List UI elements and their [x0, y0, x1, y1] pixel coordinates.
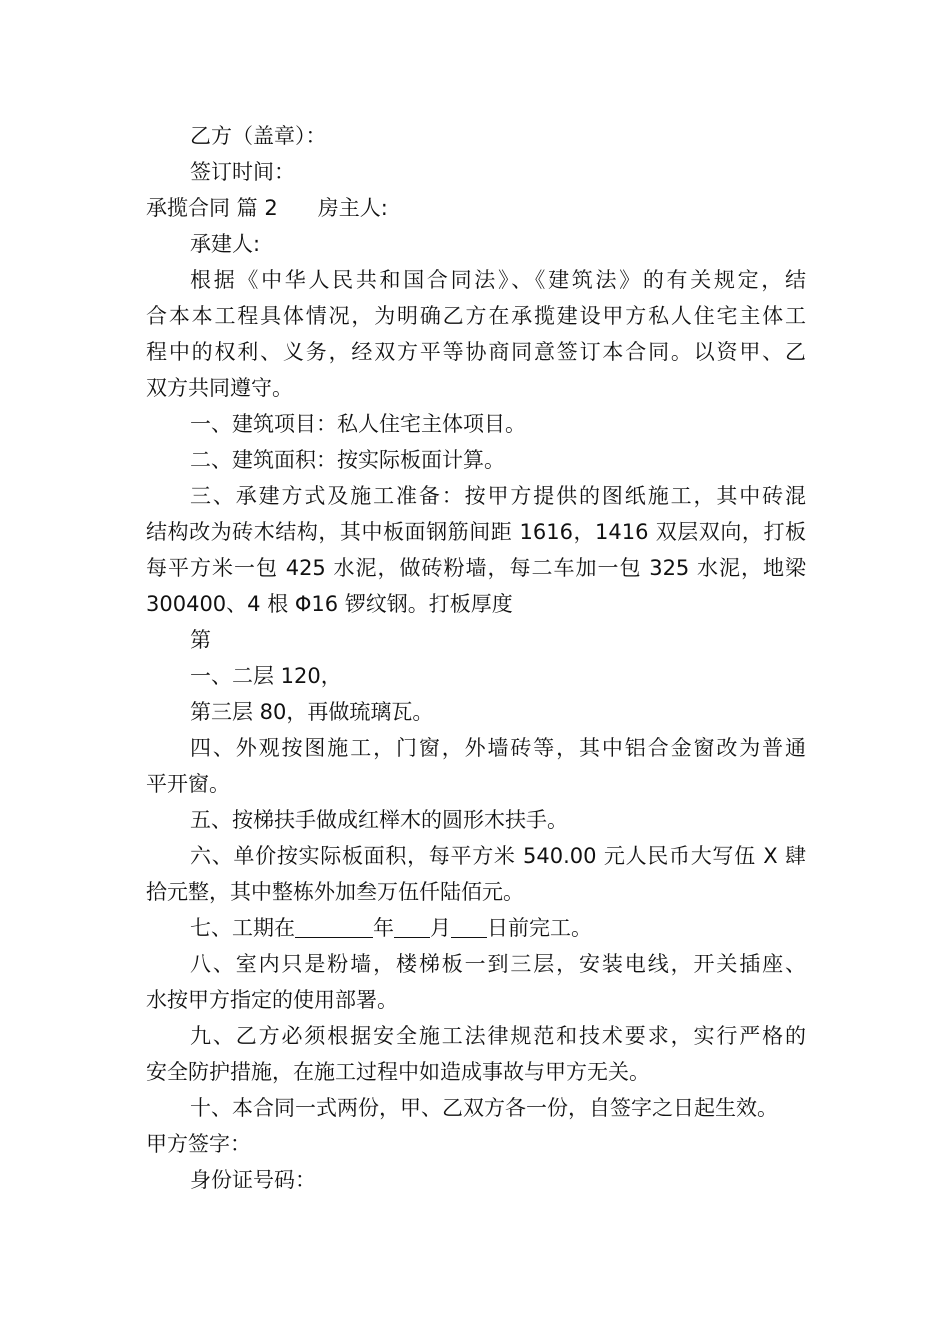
clause-8-line-2: 水按甲方指定的使用部署。 — [146, 988, 398, 1012]
party-a-signature-label: 甲方签字： — [146, 1132, 251, 1156]
clause-9-line-1: 九、乙方必须根据安全施工法律规范和技术要求，实行严格的 — [190, 1024, 806, 1048]
year-label: 年 — [373, 916, 394, 940]
clause-3-line-5: 第 — [190, 628, 211, 652]
contract-heading-line — [146, 190, 806, 226]
clause-8-line-1: 八、室内只是粉墙，楼梯板一到三层，安装电线，开关插座、 — [190, 952, 806, 976]
signing-date-line — [146, 154, 806, 190]
clause-7-prefix: 七、工期在 — [190, 916, 295, 940]
document-page — [146, 118, 806, 1198]
clause-2: 二、建筑面积：按实际板面计算。 — [190, 448, 505, 472]
preamble-line-3: 程中的权利、义务，经双方平等协商同意签订本合同。以资甲、乙 — [146, 340, 806, 364]
clause-7 — [146, 910, 806, 946]
clause-6-line-1: 六、单价按实际板面积，每平方米 540.00 元人民币大写伍 X 肆 — [190, 844, 806, 868]
day-blank[interactable] — [451, 915, 487, 938]
clause-3-line-4: 300400、4 根 Φ16 锣纹钢。打板厚度 — [146, 592, 513, 616]
clause-3-line-7: 第三层 80，再做琉璃瓦。 — [190, 700, 434, 724]
clause-10: 十、本合同一式两份，甲、乙双方各一份，自签字之日起生效。 — [190, 1096, 778, 1120]
clause-1: 一、建筑项目：私人住宅主体项目。 — [190, 412, 526, 436]
preamble-line-1: 根据《中华人民共和国合同法》、《建筑法》的有关规定，结 — [190, 268, 806, 292]
clause-3-line-6: 一、二层 120， — [190, 664, 342, 688]
homeowner-label: 房主人: — [317, 196, 388, 220]
clause-5: 五、按梯扶手做成红榉木的圆形木扶手。 — [190, 808, 568, 832]
clause-7-suffix: 日前完工。 — [487, 916, 592, 940]
contractor-line — [146, 226, 806, 262]
clause-4-line-1: 四、外观按图施工，门窗，外墙砖等，其中铝合金窗改为普通 — [190, 736, 806, 760]
party-b-seal-label: 乙方（盖章）： — [190, 124, 327, 148]
clause-3-line-2: 结构改为砖木结构，其中板面钢筋间距 1616，1416 双层双向，打板 — [146, 520, 806, 544]
contractor-label: 承建人: — [190, 232, 261, 256]
clause-3-line-1: 三、承建方式及施工准备：按甲方提供的图纸施工，其中砖混 — [190, 484, 806, 508]
clause-4-line-2: 平开窗。 — [146, 772, 230, 796]
contract-heading: 承揽合同 篇 2 — [146, 196, 278, 220]
year-blank[interactable] — [295, 915, 373, 938]
signing-date-label: 签订时间： — [190, 160, 295, 184]
clause-3-line-3: 每平方米一包 425 水泥，做砖粉墙，每二车加一包 325 水泥，地梁 — [146, 556, 806, 580]
preamble-line-4: 双方共同遵守。 — [146, 376, 293, 400]
month-blank[interactable] — [394, 915, 430, 938]
month-label: 月 — [430, 916, 451, 940]
clause-6-line-2: 拾元整，其中整栋外加叁万伍仟陆佰元。 — [146, 880, 524, 904]
party-b-seal-line — [146, 118, 806, 154]
clause-9-line-2: 安全防护措施，在施工过程中如造成事故与甲方无关。 — [146, 1060, 650, 1084]
preamble-line-2: 合本本工程具体情况，为明确乙方在承揽建设甲方私人住宅主体工 — [146, 304, 806, 328]
id-number-label: 身份证号码： — [190, 1168, 316, 1192]
